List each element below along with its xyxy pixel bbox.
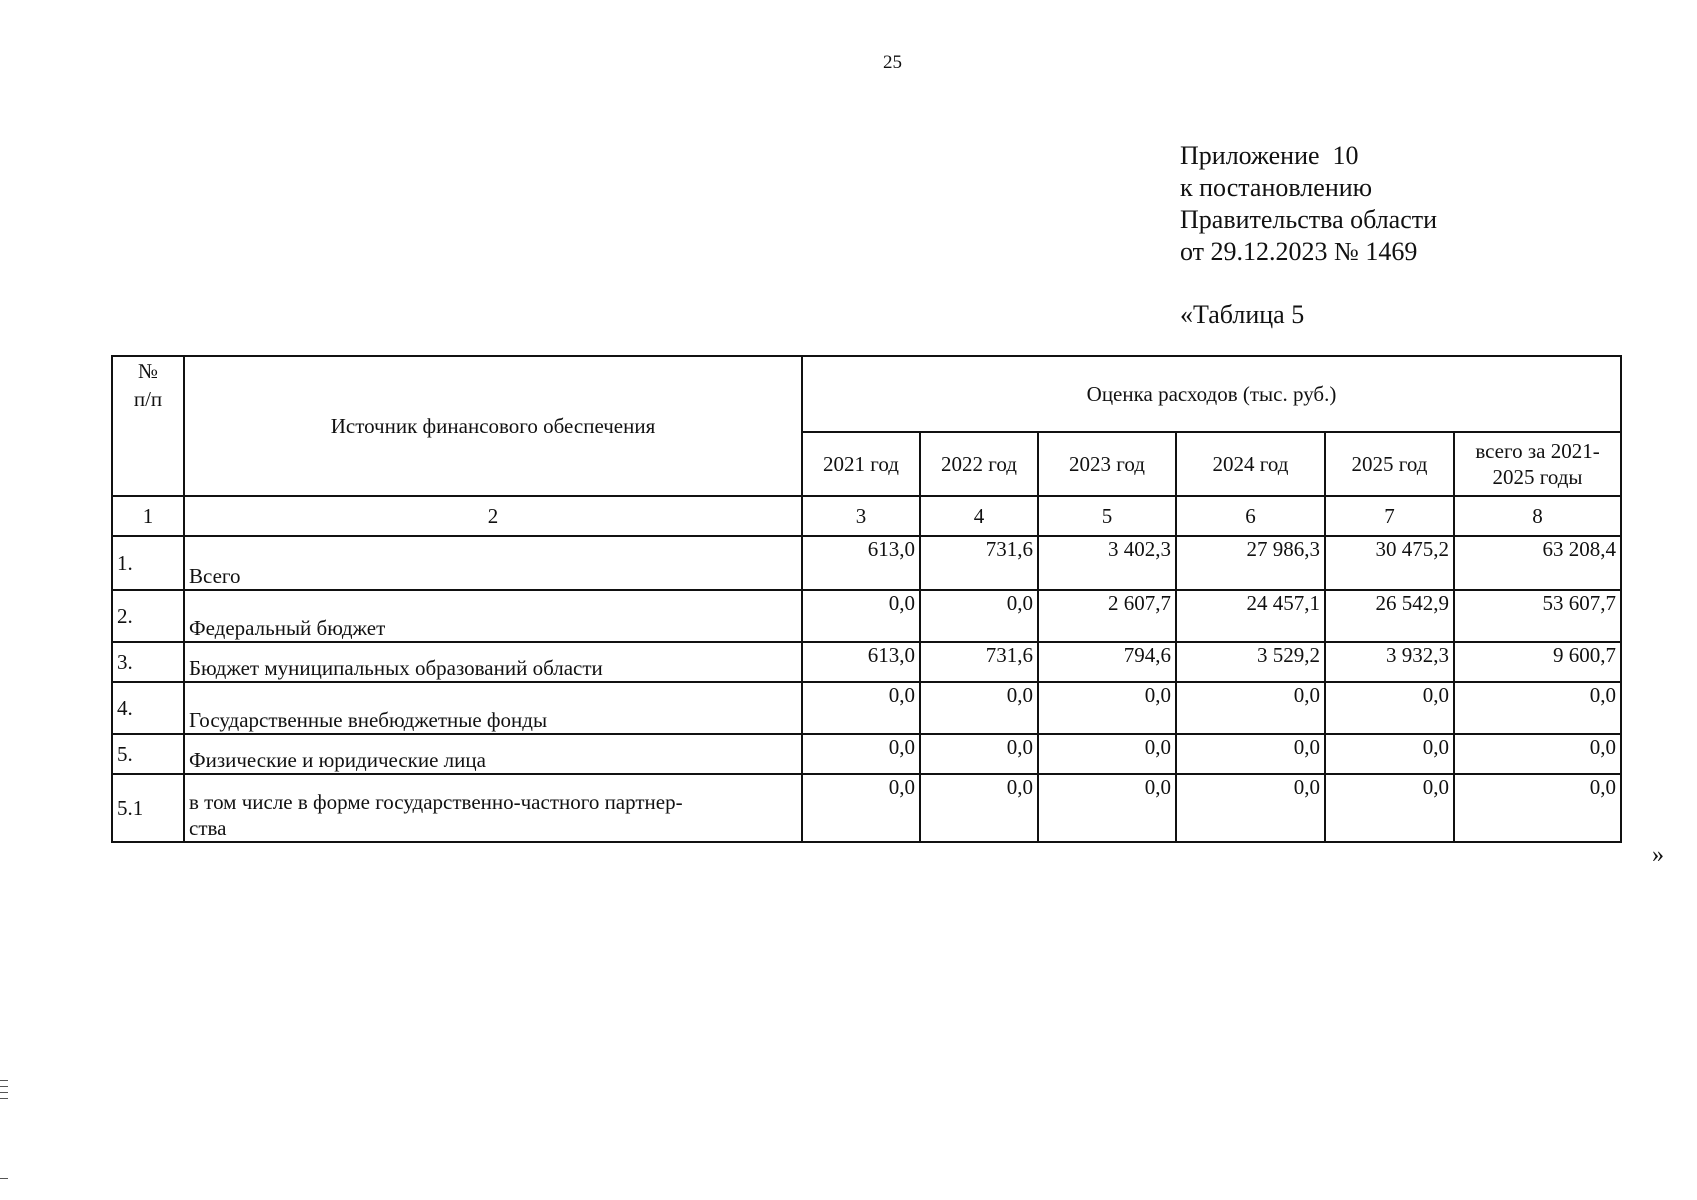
row-num: 5.1 — [112, 774, 184, 842]
column-number: 7 — [1325, 496, 1454, 536]
header-year-2021: 2021 год — [802, 432, 920, 496]
value-2022: 731,6 — [920, 642, 1038, 682]
value-2025: 3 932,3 — [1325, 642, 1454, 682]
value-2021: 0,0 — [802, 682, 920, 734]
value-total: 9 600,7 — [1454, 642, 1621, 682]
header-num: № п/п — [112, 356, 184, 496]
table-row — [112, 590, 1621, 642]
value-2024: 24 457,1 — [1176, 590, 1325, 642]
value-2022: 0,0 — [920, 734, 1038, 774]
table-row — [112, 682, 1621, 734]
column-number: 2 — [184, 496, 802, 536]
table-row — [112, 536, 1621, 590]
value-2024: 0,0 — [1176, 682, 1325, 734]
column-number: 1 — [112, 496, 184, 536]
row-source: Физические и юридические лица — [184, 734, 802, 774]
column-number: 5 — [1038, 496, 1176, 536]
row-source: Государственные внебюджетные фонды — [184, 682, 802, 734]
value-total: 0,0 — [1454, 734, 1621, 774]
margin-mark — [0, 1080, 8, 1081]
column-numbers-row — [112, 496, 1621, 536]
closing-quote: » — [1652, 842, 1664, 868]
appendix-line-1: Приложение 10 — [1180, 141, 1359, 170]
value-2023: 2 607,7 — [1038, 590, 1176, 642]
column-number: 4 — [920, 496, 1038, 536]
value-2025: 0,0 — [1325, 774, 1454, 842]
value-2025: 30 475,2 — [1325, 536, 1454, 590]
row-num: 2. — [112, 590, 184, 642]
value-2024: 27 986,3 — [1176, 536, 1325, 590]
table-row — [112, 734, 1621, 774]
row-num: 5. — [112, 734, 184, 774]
value-2023: 0,0 — [1038, 682, 1176, 734]
margin-mark — [0, 1178, 8, 1179]
table-row — [112, 642, 1621, 682]
header-year-2023: 2023 год — [1038, 432, 1176, 496]
row-source: Всего — [184, 536, 802, 590]
value-total: 53 607,7 — [1454, 590, 1621, 642]
header-total: всего за 2021- 2025 годы — [1454, 432, 1621, 496]
row-num: 4. — [112, 682, 184, 734]
margin-mark — [0, 1092, 8, 1093]
column-number: 8 — [1454, 496, 1621, 536]
header-expenses-group: Оценка расходов (тыс. руб.) — [802, 356, 1621, 432]
margin-mark — [0, 1086, 8, 1087]
column-number: 6 — [1176, 496, 1325, 536]
value-2023: 3 402,3 — [1038, 536, 1176, 590]
value-2021: 0,0 — [802, 734, 920, 774]
appendix-line-2: к постановлению — [1180, 173, 1373, 202]
value-2024: 3 529,2 — [1176, 642, 1325, 682]
value-total: 0,0 — [1454, 682, 1621, 734]
value-2023: 794,6 — [1038, 642, 1176, 682]
page-number: 25 — [883, 52, 902, 73]
value-2021: 0,0 — [802, 590, 920, 642]
value-2024: 0,0 — [1176, 774, 1325, 842]
value-2023: 0,0 — [1038, 774, 1176, 842]
row-source: Бюджет муниципальных образований области — [184, 642, 802, 682]
value-2022: 0,0 — [920, 682, 1038, 734]
table-title: «Таблица 5 — [1180, 300, 1305, 329]
header-year-2024: 2024 год — [1176, 432, 1325, 496]
row-num: 1. — [112, 536, 184, 590]
value-2022: 0,0 — [920, 590, 1038, 642]
appendix-line-3: Правительства области — [1180, 205, 1438, 234]
appendix-block — [1180, 140, 1437, 268]
column-number: 3 — [802, 496, 920, 536]
expenses-table — [111, 355, 1622, 843]
table-row — [112, 774, 1621, 842]
row-num: 3. — [112, 642, 184, 682]
value-2022: 731,6 — [920, 536, 1038, 590]
value-2022: 0,0 — [920, 774, 1038, 842]
row-source: в том числе в форме государственно-частного партнер- ства — [184, 774, 802, 842]
value-total: 63 208,4 — [1454, 536, 1621, 590]
header-row-1 — [112, 356, 1621, 432]
value-2025: 0,0 — [1325, 682, 1454, 734]
value-2021: 613,0 — [802, 536, 920, 590]
appendix-line-4: от 29.12.2023 № 1469 — [1180, 237, 1418, 266]
value-2021: 613,0 — [802, 642, 920, 682]
value-2025: 26 542,9 — [1325, 590, 1454, 642]
value-2021: 0,0 — [802, 774, 920, 842]
value-total: 0,0 — [1454, 774, 1621, 842]
value-2024: 0,0 — [1176, 734, 1325, 774]
header-source: Источник финансового обеспечения — [184, 356, 802, 496]
margin-mark — [0, 1098, 8, 1099]
value-2023: 0,0 — [1038, 734, 1176, 774]
row-source: Федеральный бюджет — [184, 590, 802, 642]
value-2025: 0,0 — [1325, 734, 1454, 774]
header-year-2025: 2025 год — [1325, 432, 1454, 496]
header-year-2022: 2022 год — [920, 432, 1038, 496]
